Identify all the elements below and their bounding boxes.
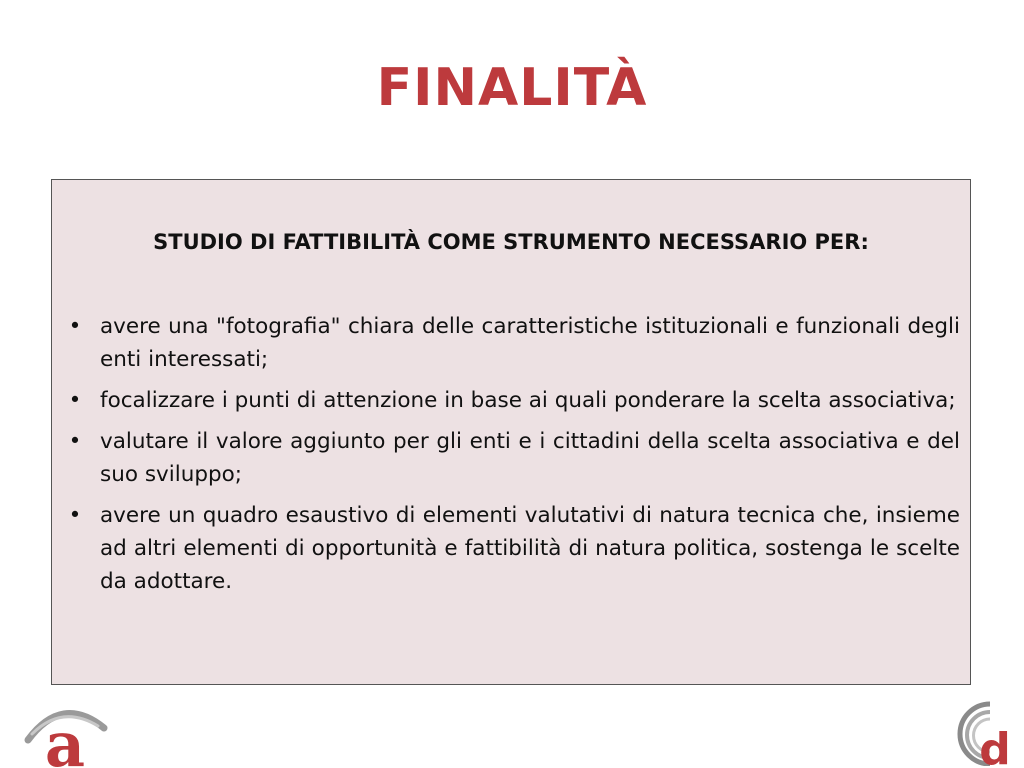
bullet-icon: • [68, 503, 82, 528]
letter-a-logo-icon [22, 700, 112, 768]
letter-d-logo-icon [950, 700, 1016, 766]
box-heading: STUDIO DI FATTIBILITÀ COME STRUMENTO NECESSARIO PER: [153, 230, 869, 254]
list-item [52, 310, 970, 376]
list-item [52, 499, 970, 598]
bullet-text: valutare il valore aggiunto per gli enti e i cittadini della scelta associativa e del suo sviluppo; [100, 429, 960, 487]
bullet-icon: • [68, 388, 82, 413]
bullet-list [52, 310, 970, 606]
bullet-text: focalizzare i punti di attenzione in base ai quali ponderare la scelta associativa; [100, 388, 956, 413]
logo-right-letter: d [979, 724, 1011, 766]
content-box [51, 179, 971, 685]
list-item [52, 425, 970, 491]
bullet-icon: • [68, 314, 82, 339]
bullet-text: avere una "fotografia" chiara delle caratteristiche istituzionali e funzionali degli enti interessati; [100, 314, 960, 372]
bullet-text: avere un quadro esaustivo di elementi valutativi di natura tecnica che, insieme ad altri elementi di opportunità e fattibilità di natura politica, sostenga le scelte da adottare. [100, 503, 960, 594]
logo-left-letter: a [44, 708, 86, 768]
list-item [52, 384, 970, 417]
bullet-icon: • [68, 429, 82, 454]
slide-title: FINALITÀ [376, 58, 648, 118]
